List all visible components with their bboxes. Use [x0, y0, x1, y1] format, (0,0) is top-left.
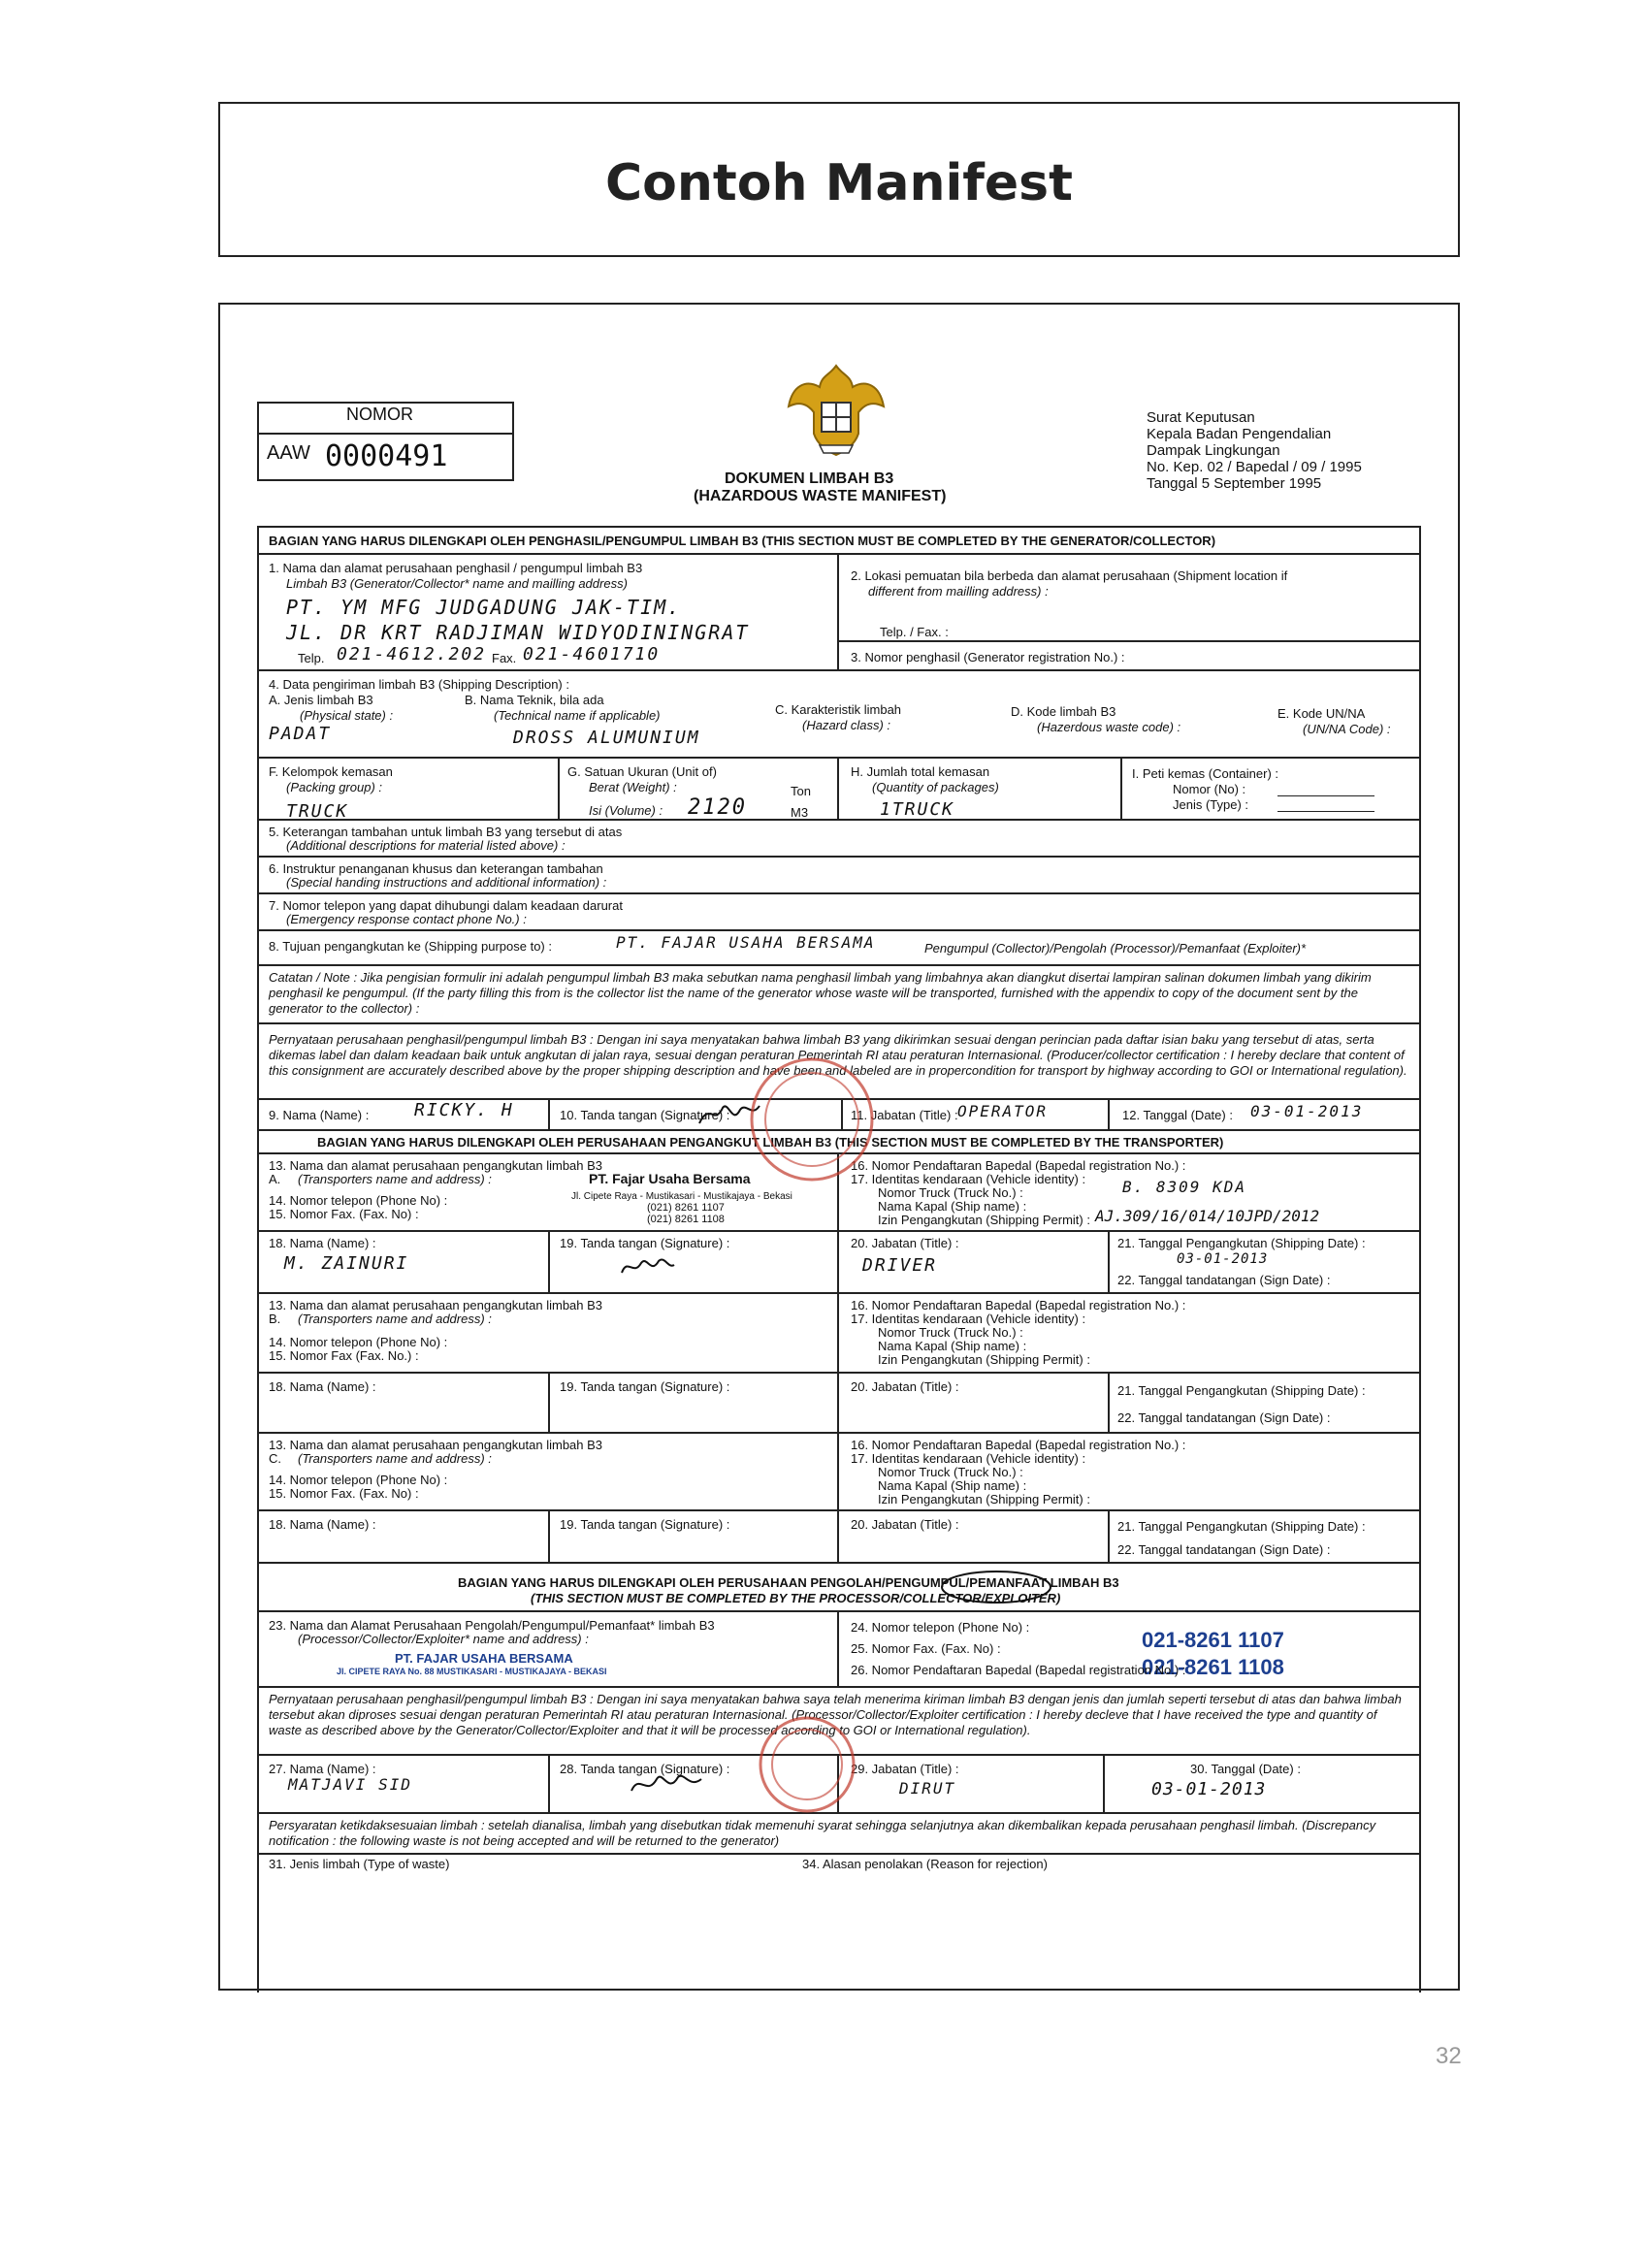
tB-f13b: (Transporters name and address) :: [298, 1312, 492, 1326]
fF-value: TRUCK: [286, 801, 349, 822]
f4d-label-en: (Hazerdous waste code) :: [1037, 720, 1181, 734]
f1-label: 1. Nama dan alamat perusahaan penghasil / pengumpul limbah B3: [269, 561, 643, 575]
garuda-emblem-icon: [783, 358, 889, 465]
f2-label-en: different from mailling address) :: [868, 584, 1049, 599]
f1-label-en: Limbah B3 (Generator/Collector* name and mailling address): [286, 576, 628, 591]
tC-f22: 22. Tanggal tandatangan (Sign Date) :: [1117, 1542, 1331, 1557]
decree-line-1: Surat Keputusan: [1147, 409, 1255, 426]
tB-permit: Izin Pengangkutan (Shipping Permit) :: [878, 1352, 1090, 1367]
tC-f18: 18. Nama (Name) :: [269, 1517, 376, 1532]
f4-label: 4. Data pengiriman limbah B3 (Shipping Description) :: [269, 677, 569, 692]
fF-label-en: (Packing group) :: [286, 780, 382, 794]
tA-f19: 19. Tanda tangan (Signature) :: [560, 1236, 730, 1250]
tA-f14: 14. Nomor telepon (Phone No) :: [269, 1193, 448, 1208]
tA-truck: Nomor Truck (Truck No.) :: [878, 1185, 1023, 1200]
tB-truck: Nomor Truck (Truck No.) :: [878, 1325, 1023, 1340]
decree-line-3: Dampak Lingkungan: [1147, 442, 1280, 459]
tA-f16: 16. Nomor Pendaftaran Bapedal (Bapedal registration No.) :: [851, 1158, 1186, 1173]
tC-f15: 15. Nomor Fax. (Fax. No) :: [269, 1486, 419, 1501]
f25-value: 021-8261 1108: [1142, 1655, 1284, 1679]
f4c-label-en: (Hazard class) :: [802, 718, 891, 732]
f7-label-en: (Emergency response contact phone No.) :: [286, 912, 527, 926]
telp-label: Telp.: [298, 651, 325, 665]
tA-f17: 17. Identitas kendaraan (Vehicle identity) :: [851, 1172, 1086, 1186]
title-box: [218, 102, 1460, 257]
tA-f20: 20. Jabatan (Title) :: [851, 1236, 959, 1250]
fH-label: H. Jumlah total kemasan: [851, 764, 990, 779]
tA-f21: 21. Tanggal Pengangkutan (Shipping Date) :: [1117, 1236, 1366, 1250]
f2-telp: Telp. / Fax. :: [880, 625, 949, 639]
f1-value-line2: JL. DR KRT RADJIMAN WIDYODININGRAT: [286, 621, 750, 644]
tB-f14: 14. Nomor telepon (Phone No) :: [269, 1335, 448, 1349]
f7-label: 7. Nomor telepon yang dapat dihubungi dalam keadaan darurat: [269, 898, 623, 913]
fH-label-en: (Quantity of packages): [872, 780, 999, 794]
tC-f16: 16. Nomor Pendaftaran Bapedal (Bapedal registration No.) :: [851, 1438, 1186, 1452]
tB-f19: 19. Tanda tangan (Signature) :: [560, 1379, 730, 1394]
f6-label-en: (Special handing instructions and additional information) :: [286, 875, 607, 890]
f27-value: MATJAVI SID: [288, 1775, 412, 1794]
f30-label: 30. Tanggal (Date) :: [1190, 1762, 1301, 1776]
tC-f20: 20. Jabatan (Title) :: [851, 1517, 959, 1532]
f29-label: 29. Jabatan (Title) :: [851, 1762, 959, 1776]
f28-label: 28. Tanda tangan (Signature) :: [560, 1762, 730, 1776]
tA-f21-value: 03-01-2013: [1177, 1251, 1269, 1267]
f8-value: PT. FAJAR USAHA BERSAMA: [616, 933, 876, 952]
f3-label: 3. Nomor penghasil (Generator registration No.) :: [851, 650, 1125, 664]
f24-value: 021-8261 1107: [1142, 1628, 1284, 1652]
processor-stamp-icon: [754, 1711, 860, 1818]
f5-label-en: (Additional descriptions for material listed above) :: [286, 838, 566, 853]
f27-label: 27. Nama (Name) :: [269, 1762, 376, 1776]
tA-truck-value: B. 8309 KDA: [1122, 1178, 1246, 1196]
nomor-box: [257, 402, 514, 481]
tB-f17: 17. Identitas kendaraan (Vehicle identity) :: [851, 1312, 1086, 1326]
f8-suffix: Pengumpul (Collector)/Pengolah (Processor)/Pemanfaat (Exploiter)*: [924, 941, 1307, 956]
f4a-value: PADAT: [269, 724, 332, 744]
f5-label: 5. Keterangan tambahan untuk limbah B3 yang tersebut di atas: [269, 825, 623, 839]
fax-value: 021-4601710: [523, 644, 661, 664]
f23-stamp-address: Jl. CIPETE RAYA No. 88 MUSTIKASARI - MUSTIKAJAYA - BEKASI: [337, 1667, 607, 1676]
f11-label: 11. Jabatan (Title) :: [851, 1108, 958, 1122]
f25-label: 25. Nomor Fax. (Fax. No) :: [851, 1641, 1001, 1656]
tC-f13: 13. Nama dan alamat perusahaan pengangkutan limbah B3: [269, 1438, 603, 1452]
tC-ship: Nama Kapal (Ship name) :: [878, 1478, 1027, 1493]
processor-section-title: BAGIAN YANG HARUS DILENGKAPI OLEH PERUSAHAAN PENGOLAH/PENGUMPUL/PEMANFAAT LIMBAH B3: [458, 1575, 1119, 1590]
tC-f13b: (Transporters name and address) :: [298, 1451, 492, 1466]
f31-label: 31. Jenis limbah (Type of waste): [269, 1857, 450, 1871]
f4e-label-en: (UN/NA Code) :: [1303, 722, 1391, 736]
fG-m3: M3: [791, 805, 809, 820]
fax-label: Fax.: [492, 651, 517, 665]
generator-certification: Pernyataan perusahaan penghasil/pengumpul limbah B3 : Dengan ini saya menyatakan bahwa limbah B3 yang dikirimkan sesuai dengan perincian pada daftar isian baku yang tersebut di atas, serta dikemas label dan dalam keadaan baik untuk angkutan di jalan raya, sesuai dengan peraturan Pemerintah RI atau peraturan Internasional. (Producer/collector certification : I hereby declare that content of this consignment are accurately described above by the proper shipping description and have been and labeled are in propercondition for transport by highway according to GOI or International regulation).: [269, 1032, 1407, 1078]
fG-ton: Ton: [791, 784, 811, 798]
tA-stamp-tel2: (021) 8261 1108: [647, 1214, 725, 1225]
generator-note: Catatan / Note : Jika pengisian formulir ini adalah pengumpul limbah B3 maka sebutkan nama penghasil limbah yang limbahnya akan diangkut disertai lampiran salinan dokumen limbah yang dikirim penghasil ke pengumpul. (If the party filling this from is the collector list the name of the generator whose waste will be transported, furnished with the appendix to copy of the document sent by the generator to the collector) :: [269, 970, 1372, 1016]
f4a-label: A. Jenis limbah B3: [269, 693, 373, 707]
tA-stamp-name: PT. Fajar Usaha Bersama: [589, 1171, 751, 1186]
tC-truck: Nomor Truck (Truck No.) :: [878, 1465, 1023, 1479]
f4b-label-en: (Technical name if applicable): [494, 708, 661, 723]
tA-f13: 13. Nama dan alamat perusahaan pengangkutan limbah B3: [269, 1158, 603, 1173]
nomor-value: 0000491: [325, 439, 448, 473]
transporter-section-title: BAGIAN YANG HARUS DILENGKAPI OLEH PERUSAHAAN PENGANGKUT LIMBAH B3 (THIS SECTION MUST BE COMPLETED BY THE TRANSPORTER): [317, 1135, 1224, 1150]
fI-type-label: Jenis (Type) :: [1173, 797, 1249, 812]
doc-title: DOKUMEN LIMBAH B3: [725, 470, 894, 487]
f23-label-en: (Processor/Collector/Exploiter* name and address) :: [298, 1632, 589, 1646]
generator-section-title: BAGIAN YANG HARUS DILENGKAPI OLEH PENGHASIL/PENGUMPUL LIMBAH B3 (THIS SECTION MUST BE COMPLETED BY THE GENERATOR/COLLECTOR): [269, 534, 1216, 548]
fG-label: G. Satuan Ukuran (Unit of): [567, 764, 717, 779]
decree-line-2: Kepala Badan Pengendalian: [1147, 426, 1332, 442]
decree-line-4: No. Kep. 02 / Bapedal / 09 / 1995: [1147, 459, 1362, 475]
f12-label: 12. Tanggal (Date) :: [1122, 1108, 1233, 1122]
tC-f17: 17. Identitas kendaraan (Vehicle identity) :: [851, 1451, 1086, 1466]
tC-permit: Izin Pengangkutan (Shipping Permit) :: [878, 1492, 1090, 1507]
f12-value: 03-01-2013: [1250, 1102, 1364, 1120]
tA-f13b: (Transporters name and address) :: [298, 1172, 492, 1186]
tB-f20: 20. Jabatan (Title) :: [851, 1379, 959, 1394]
f23-stamp-name: PT. FAJAR USAHA BERSAMA: [395, 1651, 573, 1666]
f23-label: 23. Nama dan Alamat Perusahaan Pengolah/Pengumpul/Pemanfaat* limbah B3: [269, 1618, 715, 1633]
f30-value: 03-01-2013: [1151, 1779, 1267, 1799]
fG-label-en: Berat (Weight) :: [589, 780, 677, 794]
tA-f15: 15. Nomor Fax. (Fax. No) :: [269, 1207, 419, 1221]
f4d-label: D. Kode limbah B3: [1011, 704, 1116, 719]
decree-line-5: Tanggal 5 September 1995: [1147, 475, 1322, 492]
tA-stamp-address: Jl. Cipete Raya - Mustikasari - Mustikajaya - Bekasi: [571, 1191, 792, 1202]
tA-f18-value: M. ZAINURI: [284, 1253, 409, 1274]
f4b-label: B. Nama Teknik, bila ada: [465, 693, 604, 707]
f24-label: 24. Nomor telepon (Phone No) :: [851, 1620, 1030, 1635]
manifest-document: [218, 303, 1460, 1991]
f6-label: 6. Instruktur penanganan khusus dan keterangan tambahan: [269, 861, 603, 876]
f1-value-line1: PT. YM MFG JUDGADUNG JAK-TIM.: [286, 596, 682, 619]
tA-stamp-tel: (021) 8261 1107: [647, 1202, 725, 1214]
doc-title-en: (HAZARDOUS WASTE MANIFEST): [694, 488, 947, 504]
discrepancy-notice: Persyaratan ketikdaksesuaian limbah : setelah dianalisa, limbah yang disebutkan tidak memenuhi syarat sehingga selanjutnya akan dikembalikan kepada perusahaan penghasil limbah. (Discrepancy notification : the following waste is not being accepted and will be returned to the generator): [269, 1818, 1376, 1848]
f2-label: 2. Lokasi pemuatan bila berbeda dan alamat perusahaan (Shipment location if: [851, 568, 1288, 583]
tA-f18: 18. Nama (Name) :: [269, 1236, 376, 1250]
tC-f21: 21. Tanggal Pengangkutan (Shipping Date) :: [1117, 1519, 1366, 1534]
circle-mark-icon: [938, 1568, 1054, 1606]
tA-f22: 22. Tanggal tandatangan (Sign Date) :: [1117, 1273, 1331, 1287]
tA-permit-value: AJ.309/16/014/10JPD/2012: [1095, 1207, 1320, 1225]
fH-value: 1TRUCK: [880, 799, 955, 820]
f10-label: 10. Tanda tangan (Signature) :: [560, 1108, 730, 1122]
fG-value: 2120: [688, 795, 747, 820]
fF-label: F. Kelompok kemasan: [269, 764, 393, 779]
fI-no-label: Nomor (No) :: [1173, 782, 1246, 796]
nomor-prefix: AAW: [267, 442, 310, 464]
tC-letter: C.: [269, 1451, 281, 1466]
tB-f15: 15. Nomor Fax (Fax. No.) :: [269, 1348, 419, 1363]
tB-f16: 16. Nomor Pendaftaran Bapedal (Bapedal registration No.) :: [851, 1298, 1186, 1312]
f29-value: DIRUT: [899, 1779, 956, 1798]
f4e-label: E. Kode UN/NA: [1277, 706, 1366, 721]
tC-f19: 19. Tanda tangan (Signature) :: [560, 1517, 730, 1532]
tA-f20-value: DRIVER: [862, 1255, 938, 1276]
nomor-label: NOMOR: [346, 405, 413, 424]
fG-volume-label: Isi (Volume) :: [589, 803, 663, 818]
telp-value: 021-4612.202: [337, 644, 487, 664]
f9-value: RICKY. H: [414, 1100, 514, 1120]
tA-letter: A.: [269, 1172, 281, 1186]
tB-f22: 22. Tanggal tandatangan (Sign Date) :: [1117, 1410, 1331, 1425]
f26-label: 26. Nomor Pendaftaran Bapedal (Bapedal registration No.) :: [851, 1663, 1186, 1677]
f9-label: 9. Nama (Name) :: [269, 1108, 370, 1122]
page-number: 32: [1436, 2043, 1462, 2069]
signature-transporter-icon: [618, 1251, 676, 1280]
fI-label: I. Peti kemas (Container) :: [1132, 766, 1278, 781]
tB-f13: 13. Nama dan alamat perusahaan pengangkutan limbah B3: [269, 1298, 603, 1312]
tB-ship: Nama Kapal (Ship name) :: [878, 1339, 1027, 1353]
tB-f18: 18. Nama (Name) :: [269, 1379, 376, 1394]
processor-certification: Pernyataan perusahaan penghasil/pengumpul limbah B3 : Dengan ini saya menyatakan bahwa saya telah menerima kiriman limbah B3 dengan jenis dan jumlah seperti tersebut di atas dan bahwa limbah tersebut akan diproses sesuai dengan peraturan Pemerintah RI atau peraturan Internasional. (Processor/Collector/Exploiter certification : I hereby decleve that I have received the type and quantity of waste as described above by the Generator/Collector/Exploiter and that it will be processed according to GOI or International regulation).: [269, 1692, 1402, 1737]
f8-label: 8. Tujuan pengangkutan ke (Shipping purpose to) :: [269, 939, 552, 954]
tB-f21: 21. Tanggal Pengangkutan (Shipping Date) :: [1117, 1383, 1366, 1398]
tC-f14: 14. Nomor telepon (Phone No) :: [269, 1473, 448, 1487]
tA-ship: Nama Kapal (Ship name) :: [878, 1199, 1027, 1214]
tB-letter: B.: [269, 1312, 281, 1326]
signature-processor-icon: [628, 1767, 705, 1800]
f11-value: OPERATOR: [957, 1102, 1049, 1120]
f4b-value: DROSS ALUMUNIUM: [513, 728, 700, 748]
f4a-label-en: (Physical state) :: [300, 708, 394, 723]
company-stamp-icon: [744, 1052, 880, 1187]
page-title: Contoh Manifest: [605, 154, 1073, 212]
f34-label: 34. Alasan penolakan (Reason for rejection): [802, 1857, 1048, 1871]
processor-section-title-en: (THIS SECTION MUST BE COMPLETED BY THE PROCESSOR/COLLECTOR/EXPLOITER): [531, 1591, 1061, 1605]
tA-permit: Izin Pengangkutan (Shipping Permit) :: [878, 1213, 1090, 1227]
f4c-label: C. Karakteristik limbah: [775, 702, 902, 717]
